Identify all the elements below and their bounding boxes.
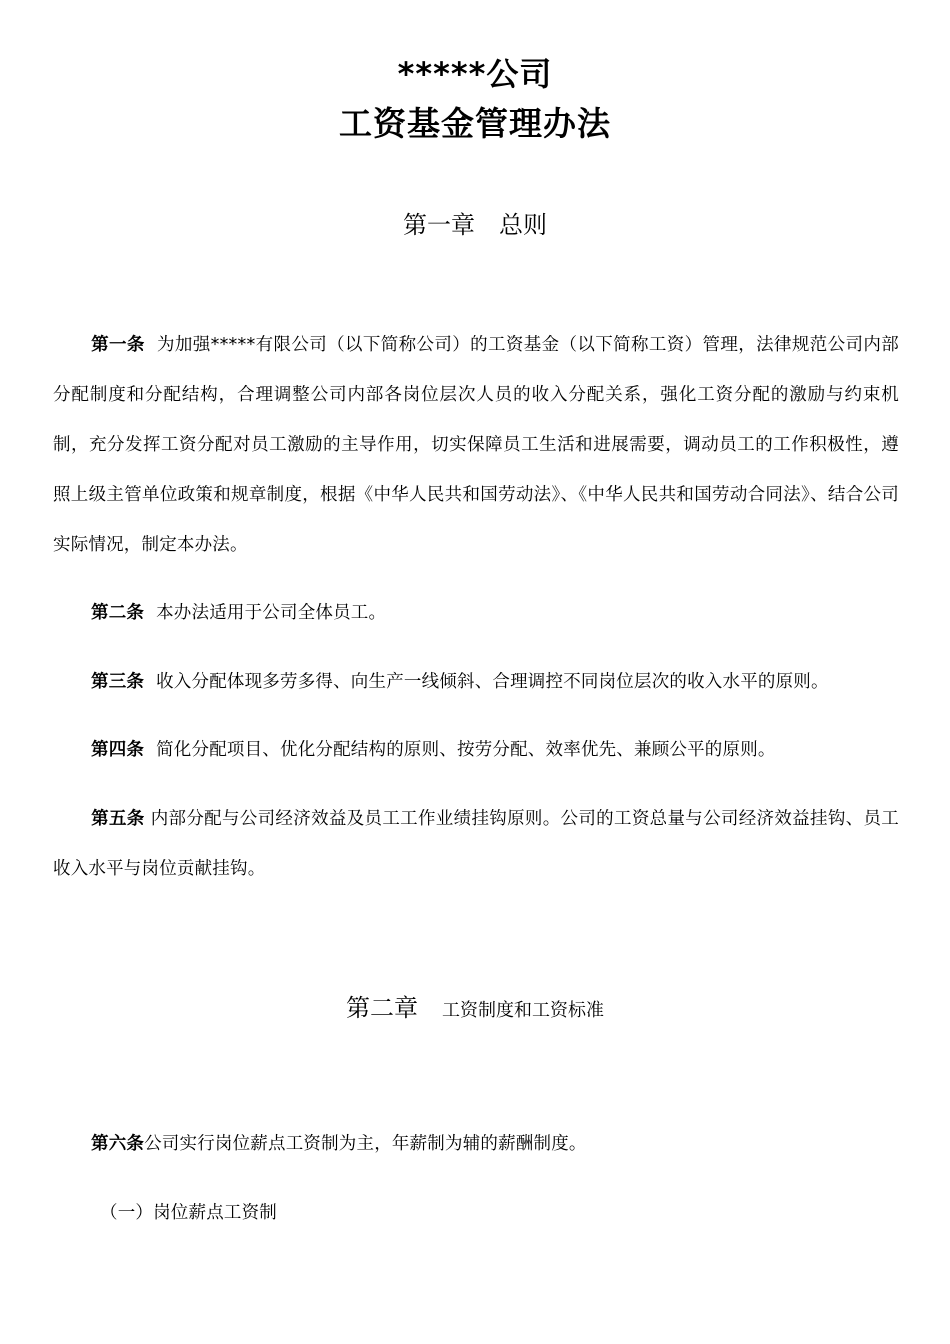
article-1 <box>53 320 899 570</box>
chapter-2-heading <box>0 991 950 1028</box>
chapter-number: 第二章 <box>346 994 418 1022</box>
chapter-name: 工资制度和工资标准 <box>442 1000 604 1021</box>
article-label: 第一条 <box>91 335 145 355</box>
article-label: 第六条 <box>91 1134 145 1154</box>
article-6 <box>53 1119 899 1169</box>
article-text: 本办法适用于公司全体员工。 <box>156 603 387 623</box>
chapter-number: 第一章 <box>403 211 475 239</box>
article-text: 收入分配体现多劳多得、向生产一线倾斜、合理调控不同岗位层次的收入水平的原则。 <box>156 672 829 692</box>
document-title: 工资基金管理办法 <box>339 104 611 143</box>
article-label: 第四条 <box>91 740 145 760</box>
article-text: 公司实行岗位薪点工资制为主，年薪制为辅的薪酬制度。 <box>144 1134 587 1154</box>
article-text: 简化分配项目、优化分配结构的原则、按劳分配、效率优先、兼顾公平的原则。 <box>156 740 776 760</box>
document-title-company: *****公司 <box>397 55 553 93</box>
article-label: 第五条 <box>91 809 145 829</box>
article-text: 为加强*****有限公司（以下简称公司）的工资基金（以下简称工资）管理，法律规范公司内部分配制度和分配结构，合理调整公司内部各岗位层次人员的收入分配关系，强化工资分配的激励与约束机制，充分发挥工资分配对员工激励的主导作用，切实保障员工生活和进展需要，调动员工的工作积极性，遵照上级主管单位政策和规章制度，根据《中华人民共和国劳动法》、《中华人民共和国劳动合同法》、结合公司实际情况，制定本办法。 <box>53 335 900 555</box>
article-3 <box>53 657 899 707</box>
article-text: 内部分配与公司经济效益及员工工作业绩挂钩原则。公司的工资总量与公司经济效益挂钩、员工收入水平与岗位贡献挂钩。 <box>53 809 899 879</box>
article-label: 第三条 <box>91 672 145 692</box>
section-heading: （一）岗位薪点工资制 <box>100 1203 277 1223</box>
article-2 <box>53 588 899 638</box>
chapter-name: 总则 <box>499 211 547 239</box>
article-4 <box>53 725 899 775</box>
article-5 <box>53 794 899 894</box>
article-label: 第二条 <box>91 603 145 623</box>
chapter-1-heading <box>0 208 950 242</box>
